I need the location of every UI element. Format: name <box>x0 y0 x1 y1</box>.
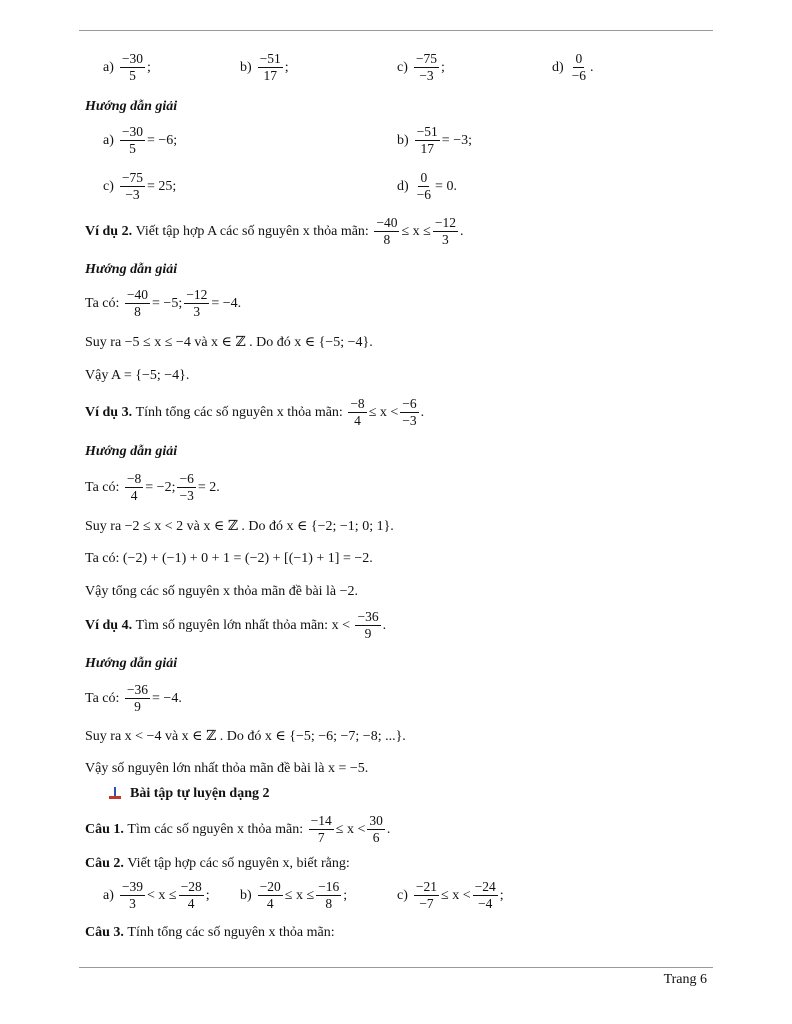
guide-heading: Hướng dẫn giải <box>85 262 178 277</box>
fraction: $\frac{-51}{17}$ <box>259 51 281 84</box>
ex2-line2: Suy ra −5 ≤ x ≤ −4 và x ∈ ℤ . Do đó x ∈ {−5; −4}. <box>85 335 373 350</box>
ex3-line4: Vậy tổng các số nguyên x thỏa mãn đề bài là −2. <box>85 584 359 599</box>
fraction: $\frac{-36}{9}$ <box>126 682 149 715</box>
fraction: $\frac{-21}{-7}$ <box>415 879 438 912</box>
guide-heading: Hướng dẫn giải <box>85 656 178 671</box>
fraction: $\frac{-12}{3}$ <box>434 215 456 248</box>
fraction: $\frac{-30}{5}$ <box>121 51 144 84</box>
q2-c: c) $\frac{-21}{-7}$ ≤ x < $\frac{-24}{-4}$ ; <box>397 879 504 912</box>
ex4-line2: Suy ra x < −4 và x ∈ ℤ . Do đó x ∈ {−5; −6; −7; −8; ...}. <box>85 729 406 744</box>
item-a: a) $\frac{-30}{5}$ ; <box>103 51 151 84</box>
fraction: $\frac{-8}{4}$ <box>126 471 142 504</box>
page-number: Trang 6 <box>663 972 707 987</box>
fraction: $\frac{0}{-6}$ <box>416 170 432 203</box>
ex4-line3: Vậy số nguyên lớn nhất thỏa mãn đề bài là x = −5. <box>85 761 369 776</box>
fraction: $\frac{-39}{3}$ <box>121 879 144 912</box>
q2-b: b) $\frac{-20}{4}$ ≤ x ≤ $\frac{-16}{8}$ ; <box>240 879 348 912</box>
example-2: Ví dụ 2. Viết tập hợp A các số nguyên x thỏa mãn: $\frac{-40}{8}$ ≤ x ≤ $\frac{-12}{3}$ . <box>85 215 464 248</box>
fraction: $\frac{-40}{8}$ <box>376 215 398 248</box>
ex3-line1: Ta có: $\frac{-8}{4}$ = −2; $\frac{-6}{-3}$ = 2. <box>85 471 220 504</box>
sol-d: d) $\frac{0}{-6}$ = 0. <box>397 170 457 203</box>
sol-b: b) $\frac{-51}{17}$ = −3; <box>397 124 472 157</box>
fraction: $\frac{-16}{8}$ <box>318 879 340 912</box>
guide-heading: Hướng dẫn giải <box>85 444 178 459</box>
fraction: $\frac{-6}{-3}$ <box>402 396 417 429</box>
ex3-line2: Suy ra −2 ≤ x < 2 và x ∈ ℤ . Do đó x ∈ {−2; −1; 0; 1}. <box>85 519 394 534</box>
fraction: $\frac{-30}{5}$ <box>121 124 144 157</box>
example-4: Ví dụ 4. Tìm số nguyên lớn nhất thỏa mãn: x < $\frac{-36}{9}$ . <box>85 609 387 642</box>
fraction: $\frac{-75}{-3}$ <box>415 51 438 84</box>
ex4-line1: Ta có: $\frac{-36}{9}$ = −4. <box>85 682 182 715</box>
guide-heading: Hướng dẫn giải <box>85 99 178 114</box>
sol-a: a) $\frac{-30}{5}$ = −6; <box>103 124 178 157</box>
fraction: $\frac{-8}{4}$ <box>350 396 365 429</box>
fraction: $\frac{-14}{7}$ <box>310 813 332 846</box>
fraction: $\frac{-24}{-4}$ <box>474 879 496 912</box>
pin-icon <box>108 787 122 801</box>
fraction: $\frac{-12}{3}$ <box>186 287 208 320</box>
ex3-line3: Ta có: (−2) + (−1) + 0 + 1 = (−2) + [(−1) + 1] = −2. <box>85 551 373 566</box>
item-d: d) $\frac{0}{-6}$ . <box>552 51 594 84</box>
ex2-line1: Ta có: $\frac{-40}{8}$ = −5; $\frac{-12}{3}$ = −4. <box>85 287 242 320</box>
fraction: $\frac{-6}{-3}$ <box>179 471 194 504</box>
sol-c: c) $\frac{-75}{-3}$ = 25; <box>103 170 177 203</box>
item-b: b) $\frac{-51}{17}$ ; <box>240 51 289 84</box>
question-3: Câu 3. Tính tổng các số nguyên x thỏa mãn: <box>85 925 335 940</box>
fraction: $\frac{30}{6}$ <box>369 813 383 846</box>
q2-a: a) $\frac{-39}{3}$ < x ≤ $\frac{-28}{4}$ ; <box>103 879 210 912</box>
header-rule <box>79 30 713 31</box>
fraction: $\frac{-40}{8}$ <box>126 287 149 320</box>
fraction: $\frac{0}{-6}$ <box>571 51 587 84</box>
fraction: $\frac{-75}{-3}$ <box>121 170 144 203</box>
example-3: Ví dụ 3. Tính tổng các số nguyên x thỏa mãn: $\frac{-8}{4}$ ≤ x < $\frac{-6}{-3}$ . <box>85 396 425 429</box>
fraction: $\frac{-36}{9}$ <box>357 609 379 642</box>
fraction: $\frac{-20}{4}$ <box>259 879 281 912</box>
ex2-line3: Vậy A = {−5; −4}. <box>85 368 190 383</box>
practice-heading: Bài tập tự luyện dạng 2 <box>108 786 270 802</box>
fraction: $\frac{-28}{4}$ <box>180 879 202 912</box>
fraction: $\frac{-51}{17}$ <box>416 124 438 157</box>
item-c: c) $\frac{-75}{-3}$ ; <box>397 51 445 84</box>
question-2: Câu 2. Viết tập hợp các số nguyên x, biết rằng: <box>85 856 350 871</box>
question-1: Câu 1. Tìm các số nguyên x thỏa mãn: $\frac{-14}{7}$ ≤ x < $\frac{30}{6}$ . <box>85 813 391 846</box>
footer-rule <box>79 967 713 968</box>
